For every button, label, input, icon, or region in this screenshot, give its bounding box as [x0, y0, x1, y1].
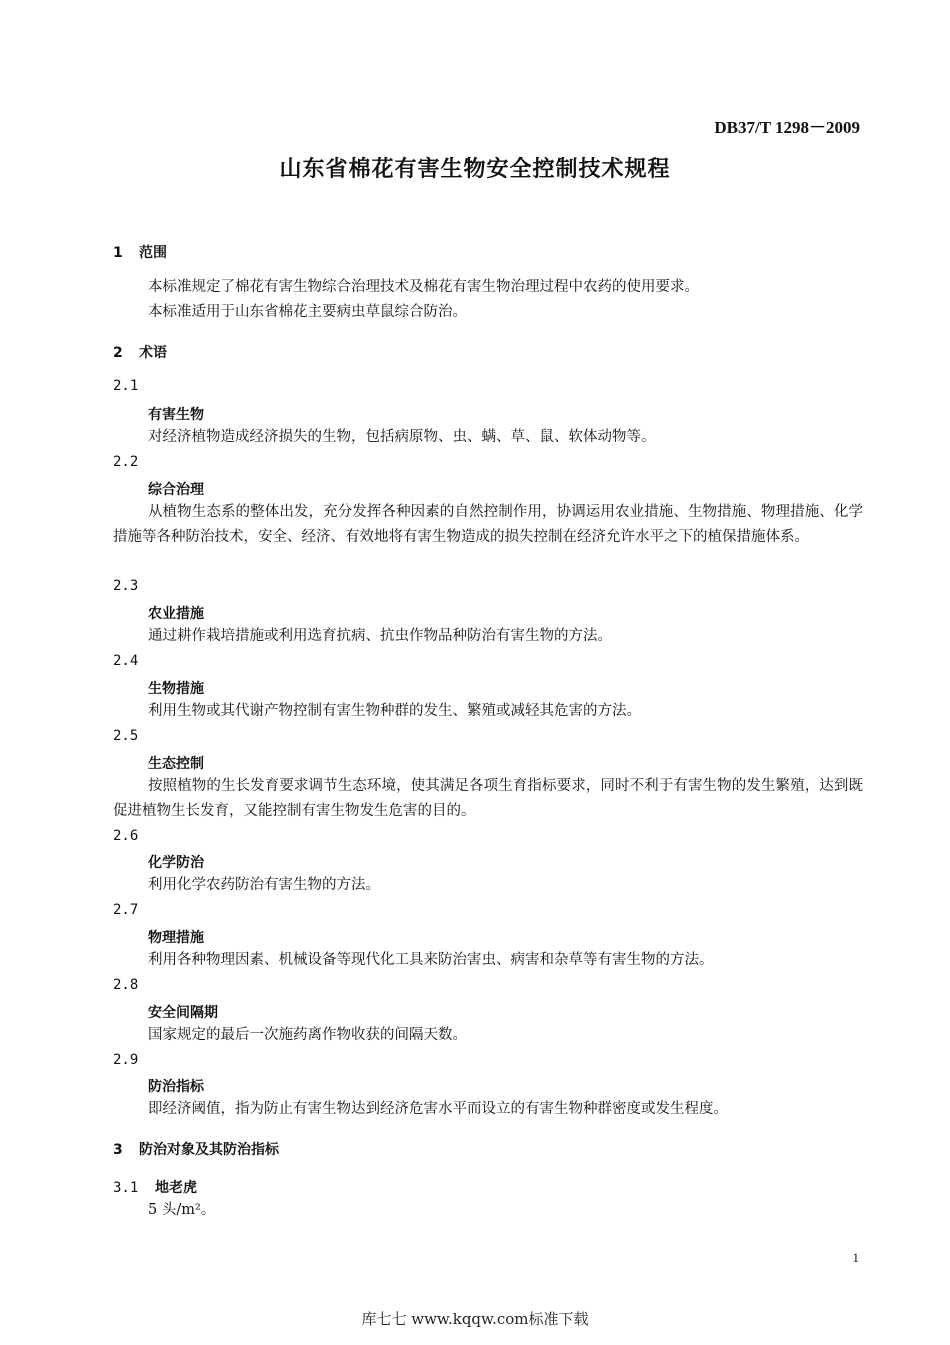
section-2-heading — [113, 342, 167, 362]
term-number: 2.7 — [113, 902, 139, 918]
term-number: 2.8 — [113, 977, 139, 993]
section-number: 2 — [113, 345, 123, 361]
term-definition: 利用化学农药防治有害生物的方法。 — [148, 877, 380, 893]
term-name: 生物措施 — [148, 681, 204, 697]
term-name: 安全间隔期 — [148, 1005, 218, 1021]
paragraph: 5 头/m²。 — [148, 1202, 216, 1218]
term-definition: 对经济植物造成经济损失的生物，包括病原物、虫、螨、草、鼠、软体动物等。 — [148, 429, 656, 445]
section-number: 1 — [113, 245, 123, 261]
term-name: 化学防治 — [148, 855, 204, 871]
term-number: 2.6 — [113, 828, 139, 844]
standard-code: DB37/T 1298－2009 — [714, 118, 860, 137]
section-number: 3 — [113, 1142, 123, 1158]
term-definition: 即经济阈值，指为防止有害生物达到经济危害水平而设立的有害生物种群密度或发生程度。 — [148, 1101, 728, 1117]
term-number: 2.3 — [113, 578, 139, 594]
section-title: 范围 — [139, 245, 167, 261]
term-definition: 利用各种物理因素、机械设备等现代化工具来防治害虫、病害和杂草等有害生物的方法。 — [148, 952, 714, 968]
term-number: 2.4 — [113, 653, 139, 669]
section-1-heading — [113, 242, 167, 262]
term-definition: 按照植物的生长发育要求调节生态环境，使其满足各项生育指标要求，同时不利于有害生物的发生繁殖，达到既促进植物生长发育，又能控制有害生物发生危害的目的。 — [113, 778, 863, 819]
term-number: 2.1 — [113, 378, 139, 394]
section-title: 防治对象及其防治指标 — [139, 1142, 279, 1158]
term-number: 2.2 — [113, 454, 139, 470]
term-name: 综合治理 — [148, 482, 204, 498]
paragraph: 本标准规定了棉花有害生物综合治理技术及棉花有害生物治理过程中农药的使用要求。 — [148, 279, 699, 295]
term-definition: 利用生物或其代谢产物控制有害生物种群的发生、繁殖或减轻其危害的方法。 — [148, 703, 641, 719]
term-name: 农业措施 — [148, 606, 204, 622]
document-title: 山东省棉花有害生物安全控制技术规程 — [279, 157, 671, 182]
term-definition: 从植物生态系的整体出发，充分发挥各种因素的自然控制作用，协调运用农业措施、生物措施、物理措施、化学措施等各种防治技术，安全、经济、有效地将有害生物造成的损失控制在经济允许水平之下的植保措施体系。 — [113, 504, 863, 545]
term-number: 2.5 — [113, 728, 139, 744]
term-name: 防治指标 — [148, 1079, 204, 1095]
subsection-title: 地老虎 — [155, 1180, 197, 1196]
term-number: 2.9 — [113, 1052, 139, 1068]
footer-watermark: 库七七 www.kqqw.com标准下载 — [361, 1310, 589, 1328]
subsection-number: 3.1 — [113, 1180, 139, 1196]
page-number: 1 — [852, 1250, 859, 1265]
term-definition: 通过耕作栽培措施或利用选育抗病、抗虫作物品种防治有害生物的方法。 — [148, 628, 612, 644]
paragraph: 本标准适用于山东省棉花主要病虫草鼠综合防治。 — [148, 304, 467, 320]
term-name: 有害生物 — [148, 407, 204, 423]
section-3-heading — [113, 1139, 279, 1159]
term-name: 生态控制 — [148, 756, 204, 772]
subsection-3-1-heading — [113, 1177, 197, 1197]
section-title: 术语 — [139, 345, 167, 361]
term-definition: 国家规定的最后一次施药离作物收获的间隔天数。 — [148, 1027, 467, 1043]
term-name: 物理措施 — [148, 930, 204, 946]
